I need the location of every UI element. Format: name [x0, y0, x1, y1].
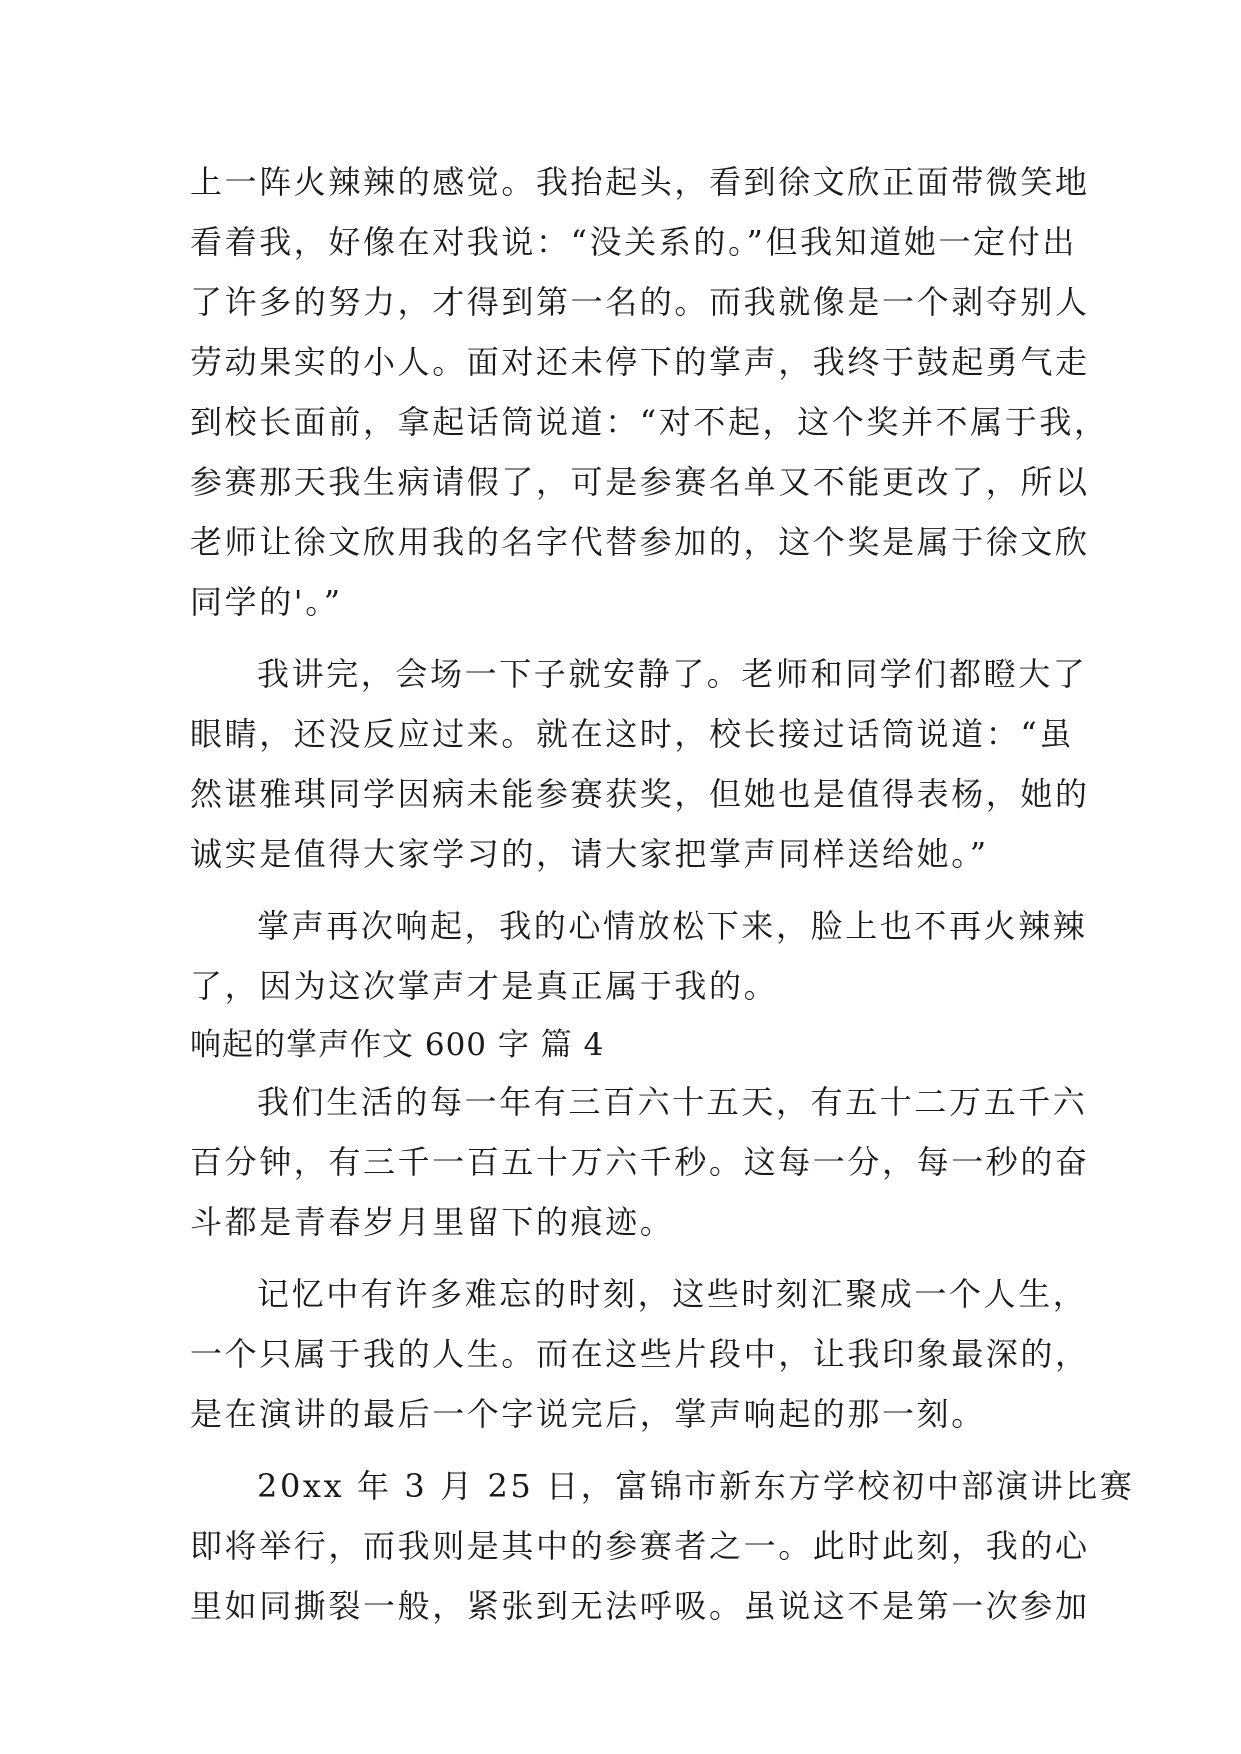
text-line: 里如同撕裂一般，紧张到无法呼吸。虽说这不是第一次参加	[190, 1587, 1090, 1625]
text-line: 斗都是青春岁月里留下的痕迹。	[190, 1203, 675, 1241]
text-line: 劳动果实的小人。面对还未停下的掌声，我终于鼓起勇气走	[190, 343, 1090, 381]
text-line: 了，因为这次掌声才是真正属于我的。	[190, 967, 779, 1005]
paragraph-first-line: 我们生活的每一年有三百六十五天，有五十二万五千六	[257, 1083, 1088, 1121]
paragraph-first-line: 20xx 年 3 月 25 日，富锦市新东方学校初中部演讲比赛	[257, 1467, 1135, 1505]
text-line: 看着我，好像在对我说：“没关系的。”但我知道她一定付出	[190, 223, 1077, 261]
text-line: 一个只属于我的人生。而在这些片段中，让我印象最深的，	[190, 1335, 1090, 1373]
text-line: 然谌雅琪同学因病未能参赛获奖，但她也是值得表杨，她的	[190, 775, 1090, 813]
text-line: 眼睛，还没反应过来。就在这时，校长接过话筒说道：“虽	[190, 715, 1074, 753]
text-line: 同学的'。”	[190, 583, 343, 621]
paragraph-first-line: 我讲完，会场一下子就安静了。老师和同学们都瞪大了	[257, 655, 1088, 693]
section-heading: 响起的掌声作文 600 字 篇 4	[190, 1027, 605, 1063]
text-line: 是在演讲的最后一个字说完后，掌声响起的那一刻。	[190, 1395, 986, 1433]
text-line: 了许多的努力，才得到第一名的。而我就像是一个剥夺别人	[190, 283, 1090, 321]
text-line: 老师让徐文欣用我的名字代替参加的，这个奖是属于徐文欣	[190, 523, 1090, 561]
text-line: 到校长面前，拿起话筒说道：“对不起，这个奖并不属于我，	[190, 403, 1109, 441]
text-line: 百分钟，有三千一百五十万六千秒。这每一分，每一秒的奋	[190, 1143, 1090, 1181]
text-line: 上一阵火辣辣的感觉。我抬起头，看到徐文欣正面带微笑地	[190, 163, 1090, 201]
text-line: 参赛那天我生病请假了，可是参赛名单又不能更改了，所以	[190, 463, 1090, 501]
paragraph-first-line: 记忆中有许多难忘的时刻，这些时刻汇聚成一个人生，	[257, 1275, 1088, 1313]
text-line: 诚实是值得大家学习的，请大家把掌声同样送给她。”	[190, 835, 989, 873]
paragraph-first-line: 掌声再次响起，我的心情放松下来，脸上也不再火辣辣	[257, 907, 1088, 945]
text-line: 即将举行，而我则是其中的参赛者之一。此时此刻，我的心	[190, 1527, 1090, 1565]
